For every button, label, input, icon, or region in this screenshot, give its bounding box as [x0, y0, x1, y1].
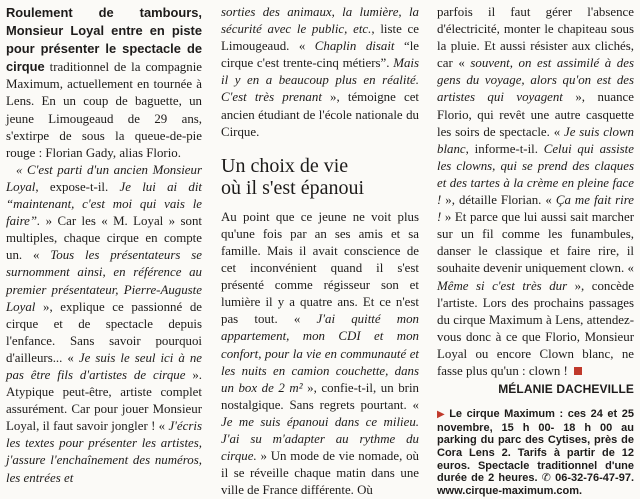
- article-column-1: [6, 4, 202, 487]
- subhead-line-1: Un choix de vie: [221, 154, 349, 177]
- paragraph-choix-de-vie: [221, 209, 419, 499]
- text: », témoigne cet ancien étudiant de l'école nationale du Cirque.: [221, 90, 419, 139]
- end-of-article-square-icon: [574, 367, 582, 375]
- practical-info-text: Le cirque Maximum : ces 24 et 25 novembre, 15 h 00- 18 h 00 au parking du parc des Cytises, près de Cora Lens 2. Tarifs à partir de 12 euros. Spectacle traditionnel d'une durée de 2 heures. ✆ 06-32-76-47-97. www.cirque-maximum.com.: [437, 408, 634, 497]
- practical-info-box: [437, 408, 634, 497]
- quote: Je me suis épanoui dans ce milieu. J'ai su m'adapter au rythme du cirque.: [221, 414, 419, 464]
- text: » Un mode de vie nomade, où il se réveille chaque matin dans une ville de France différente. Où: [221, 449, 419, 498]
- quote: sorties des animaux, la lumière, la sécurité avec le public, etc.: [221, 5, 419, 37]
- triangle-arrow-icon: ▶: [437, 409, 447, 421]
- quote: « C'est parti d'un ancien Monsieur Loyal: [6, 162, 202, 194]
- quote: Mais il y en a beaucoup plus en réalité. C'est très prenant: [221, 56, 419, 105]
- paragraph-metiers: [221, 4, 419, 141]
- author-byline: MÉLANIE DACHEVILLE: [498, 382, 634, 397]
- section-subheading: [221, 155, 419, 199]
- lead-rest: traditionnel de la compagnie Maximum, actuellement en tournée à Lens. En un coup de baguette, un jeune Limougeaud de 29 ans, s'extirpe de sous la queue-de-pie rouge : Florian Gady, alias Florio.: [6, 60, 202, 160]
- quote: Je suis clown blanc: [437, 124, 634, 156]
- text: », détaille Florian. «: [441, 193, 556, 208]
- subhead-line-2: où il s'est épanoui: [221, 176, 365, 199]
- article-column-2: [221, 4, 419, 499]
- paragraph-monsieur-loyal: [6, 162, 202, 487]
- text: » Car les « M. Loyal » sont multiples, chaque cirque en compte un. «: [6, 214, 202, 263]
- quote: Celui qui assiste les clowns, qui se prend des claques et des tartes à la crème en pleine face !: [437, 141, 634, 208]
- text: » Et parce que lui aussi sait marcher sur un fil comme les funambules, danser le classique et faire rire, il souhaite devenir uniquement clown. «: [437, 210, 634, 276]
- lead-text: Roulement de tambours, Monsieur Loyal entre en piste pour présenter le spectacle de cirque: [6, 5, 202, 75]
- text: , liste ce Limougeaud. «: [221, 22, 419, 54]
- quote: Je suis le seul ici à ne pas être fils d'artistes de cirque: [6, 350, 202, 382]
- quote: J'écris les textes pour présenter les artistes, j'assure l'enchaînement des numéros, les entrées et: [6, 419, 202, 485]
- paragraph-clown-blanc: [437, 4, 634, 380]
- text: , informe-t-il.: [465, 141, 544, 156]
- quote: Je lui ai dit “maintenant, c'est moi qui vais le faire”.: [6, 179, 202, 229]
- quote: Même si c'est très dur: [437, 278, 568, 293]
- text: », nuance Florio, qui revêt une autre casquette les soirs de spectacle. «: [437, 90, 634, 139]
- text: , expose-t-il.: [35, 179, 120, 194]
- article-column-3: [437, 4, 634, 497]
- text: “le cirque c'est trente-cinq métiers”.: [221, 39, 419, 71]
- quote: Ça me fait rire !: [437, 193, 635, 225]
- text: Au point que ce jeune ne voit plus qu'une fois par an ses amis et sa famille. Mais il avait conscience de cet inconvénient quand il s'est présenté comme régisseur son et lumière il y a quatre ans. Et ce n'est pas tout. «: [221, 209, 419, 327]
- quote: souvent, on est assimilé à des gens du voyage, alors qu'on est des artistes qui voyagent: [437, 56, 634, 105]
- text: », concède l'artiste. Lors des prochains passages du cirque Maximum à Lens, attendez-vous donc à ce que Florio, Monsieur Loyal ou encore Clown blanc, ne fasse plus qu'un : clown !: [437, 278, 634, 378]
- quote: Tous les présentateurs se surnomment ainsi, en référence au premier présentateur, Pierre-Auguste Loyal: [6, 248, 202, 314]
- text: parfois il faut gérer l'absence d'électricité, monter le chapiteau sous la pluie. Et aussi résister aux clichés, car «: [437, 5, 634, 71]
- text: ». Atypique peut-être, artiste complet assurément. Car pour jouer Monsieur Loyal, il faut savoir jongler ! «: [6, 367, 202, 434]
- text: », explique ce passionné de cirque et de spectacle depuis l'enfance. Sans savoir pourquoi d'ailleurs... «: [6, 299, 202, 365]
- lead-paragraph: [6, 4, 202, 162]
- text: », confie-t-il, un brin nostalgique. Sans regrets pourtant. «: [221, 380, 419, 412]
- quote: Chaplin disait: [314, 39, 395, 54]
- quote: J'ai quitté mon appartement, mon CDI et mon confort, pour la vie en communauté et les nuits en camion couchette, dans un box de 2 m²: [221, 312, 420, 395]
